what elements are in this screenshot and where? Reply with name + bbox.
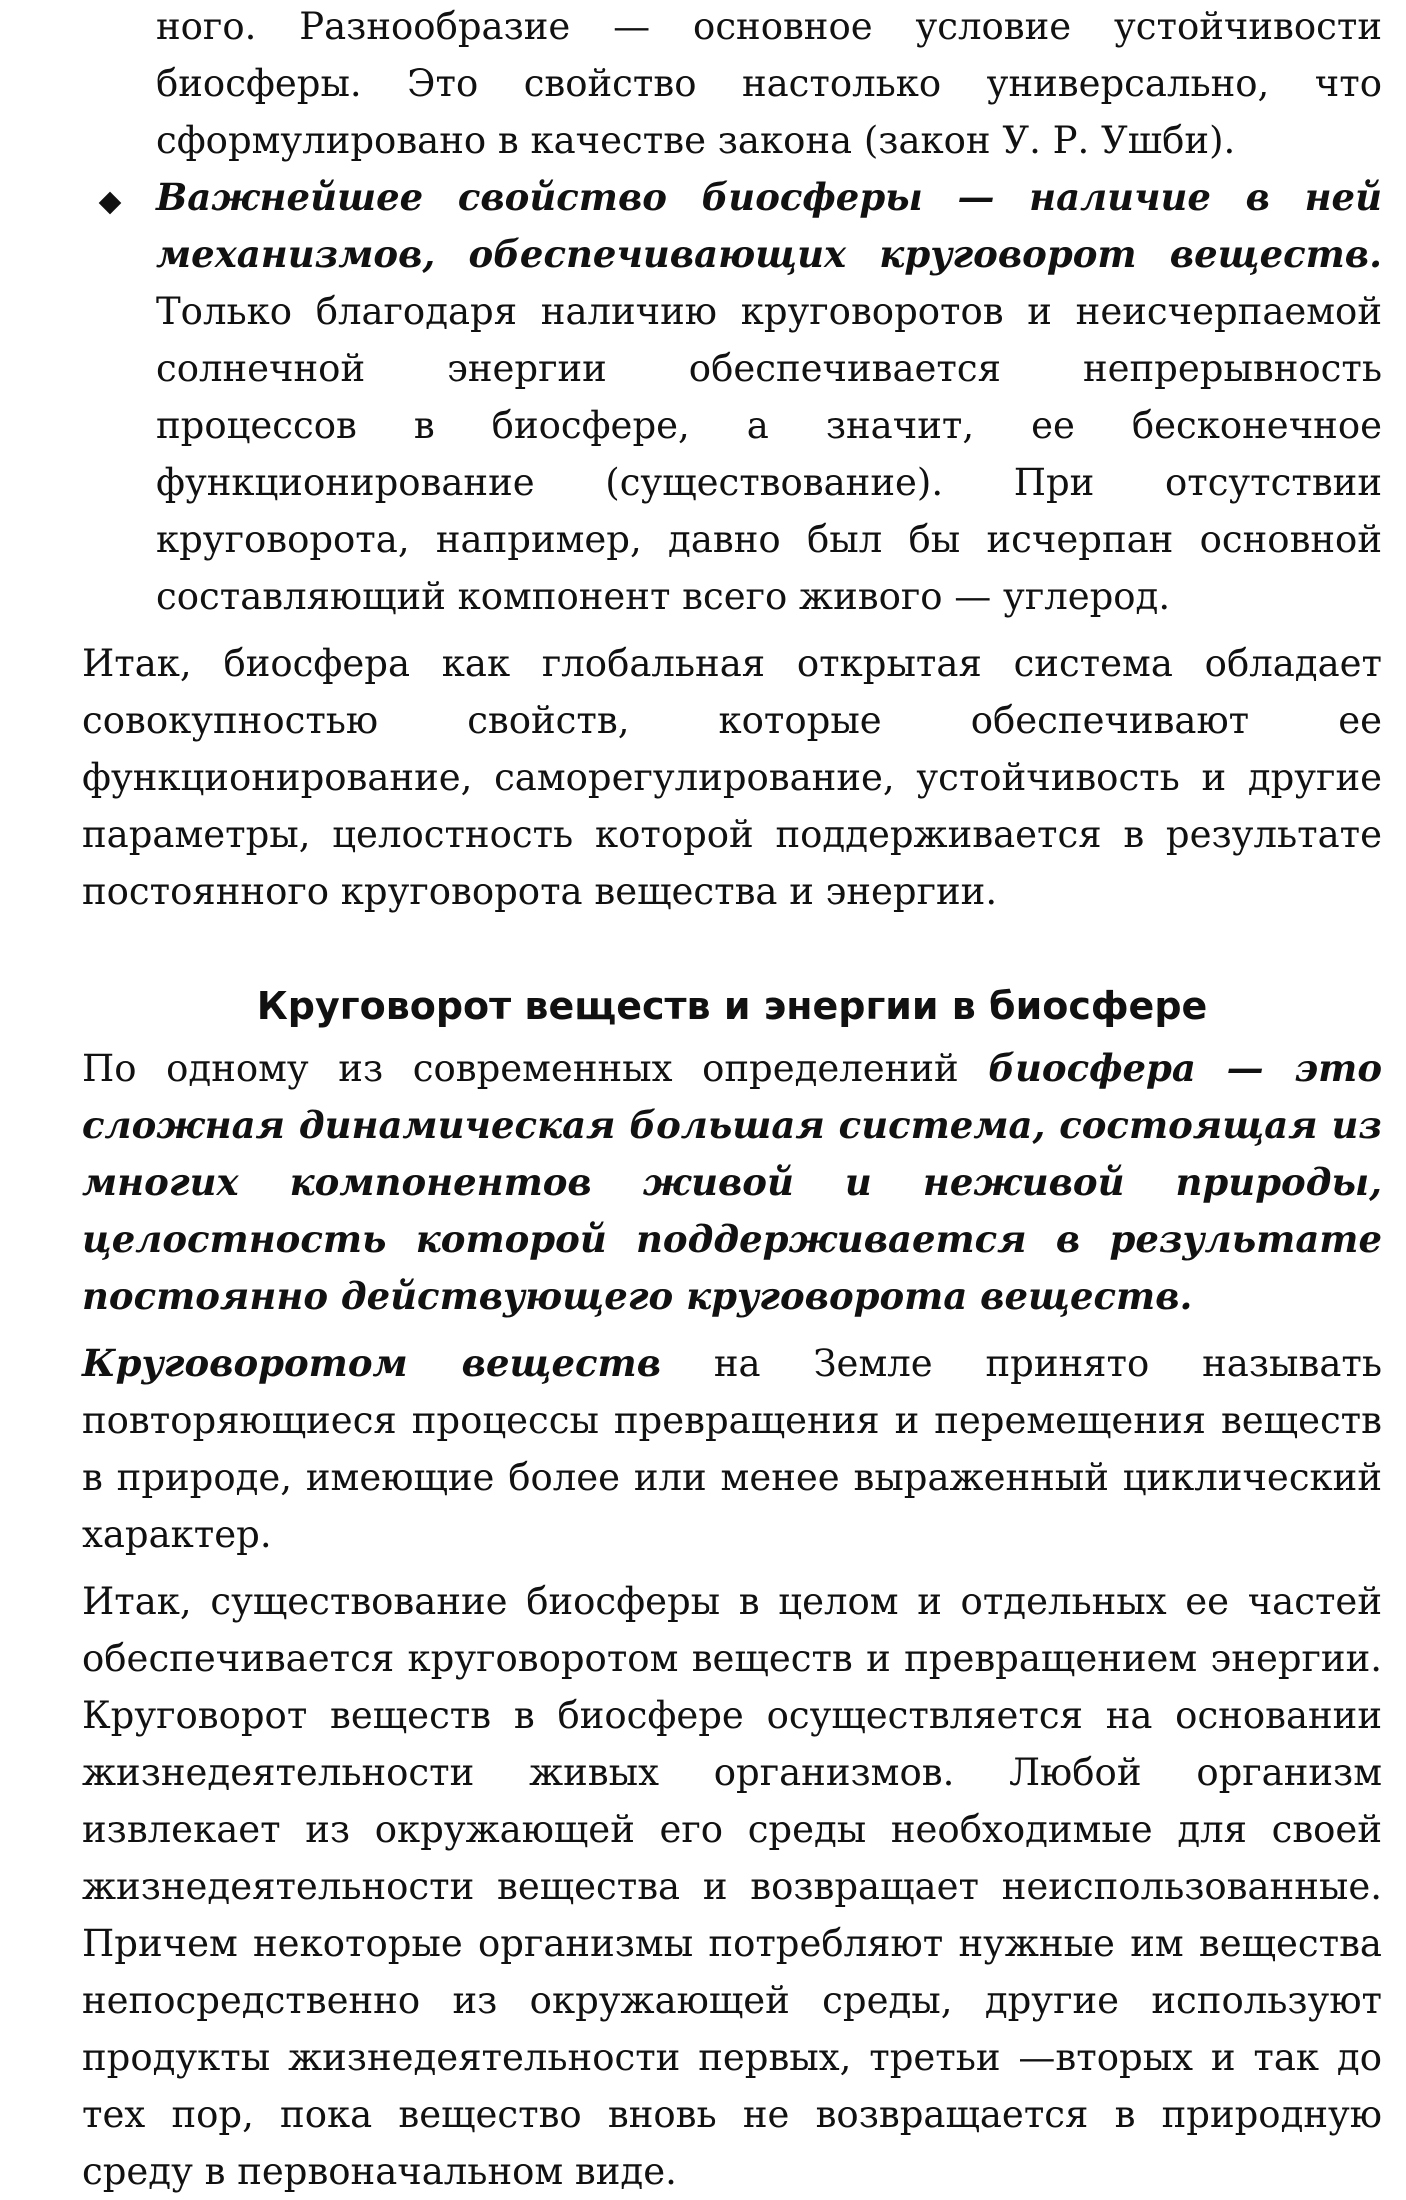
body-text: на Земле принято называть повторяющиеся процессы превращения и перемещения веществ в природе, имеющие более или менее выраженный циклический характер. [82,1342,1382,1556]
bullet-item [82,169,1382,625]
document-page [82,0,1382,2193]
paragraph-summary [82,635,1382,920]
term-text: Круговоротом веществ [82,1341,662,1385]
paragraph-conclusion: Итак, существование биосферы в целом и отдельных ее частей обеспечивается круговоротом веществ и превращением энергии. Круговорот веществ в биосфере осуществляется на основании жизнедеятельности живых организмов. Любой организм извлекает из окружающей его среды необходимые для своей жизнедеятельности вещества и возвращает неиспользованные. Причем некоторые организмы потребляют нужные им вещества непосредственно из окружающей среды, другие используют продукты жизнедеятельности первых, третьи —вторых и так до тех пор, пока вещество вновь не возвращается в природную среду в первоначальном виде. [82,1580,1382,2193]
paragraph-cycle-definition [82,1335,1382,1563]
body-text: Итак, биосфера как глобальная открытая система обладает совокупностью свойств, которые обеспечивают ее функционирование, саморегулирование, устойчивость и другие параметры, целостность которой поддерживается в результате постоянного круговорота вещества и энергии. [82,642,1382,913]
paragraph-continuation: ного. Разнообразие — основное условие устойчивости биосферы. Это свойство настолько универсально, что сформулировано в качестве закона (закон У. Р. Ушби). [156,5,1382,162]
emphasis-text: Важнейшее свойство биосферы — наличие в ней механизмов, обеспечивающих круговорот веществ. [156,175,1382,276]
emphasis-text: биосфера — это сложная динамическая большая система, состоящая из многих компонентов живой и неживой природы, целостность которой поддерживается в результате постоянно действующего круговорота веществ. [82,1046,1382,1318]
bullet-diamond-icon [99,192,122,215]
paragraph-definition [82,1040,1382,1325]
body-text: Только благодаря наличию круговоротов и неисчерпаемой солнечной энергии обеспечивается непрерывность процессов в биосфере, а значит, ее бесконечное функционирование (существование). При отсутствии круговорота, например, давно был бы исчерпан основной составляющий компонент всего живого — углерод. [156,290,1382,618]
body-text: По одному из современных определений [82,1047,989,1090]
section-heading: Круговорот веществ и энергии в биосфере [256,984,1208,1028]
bullet-paragraph [156,169,1382,625]
